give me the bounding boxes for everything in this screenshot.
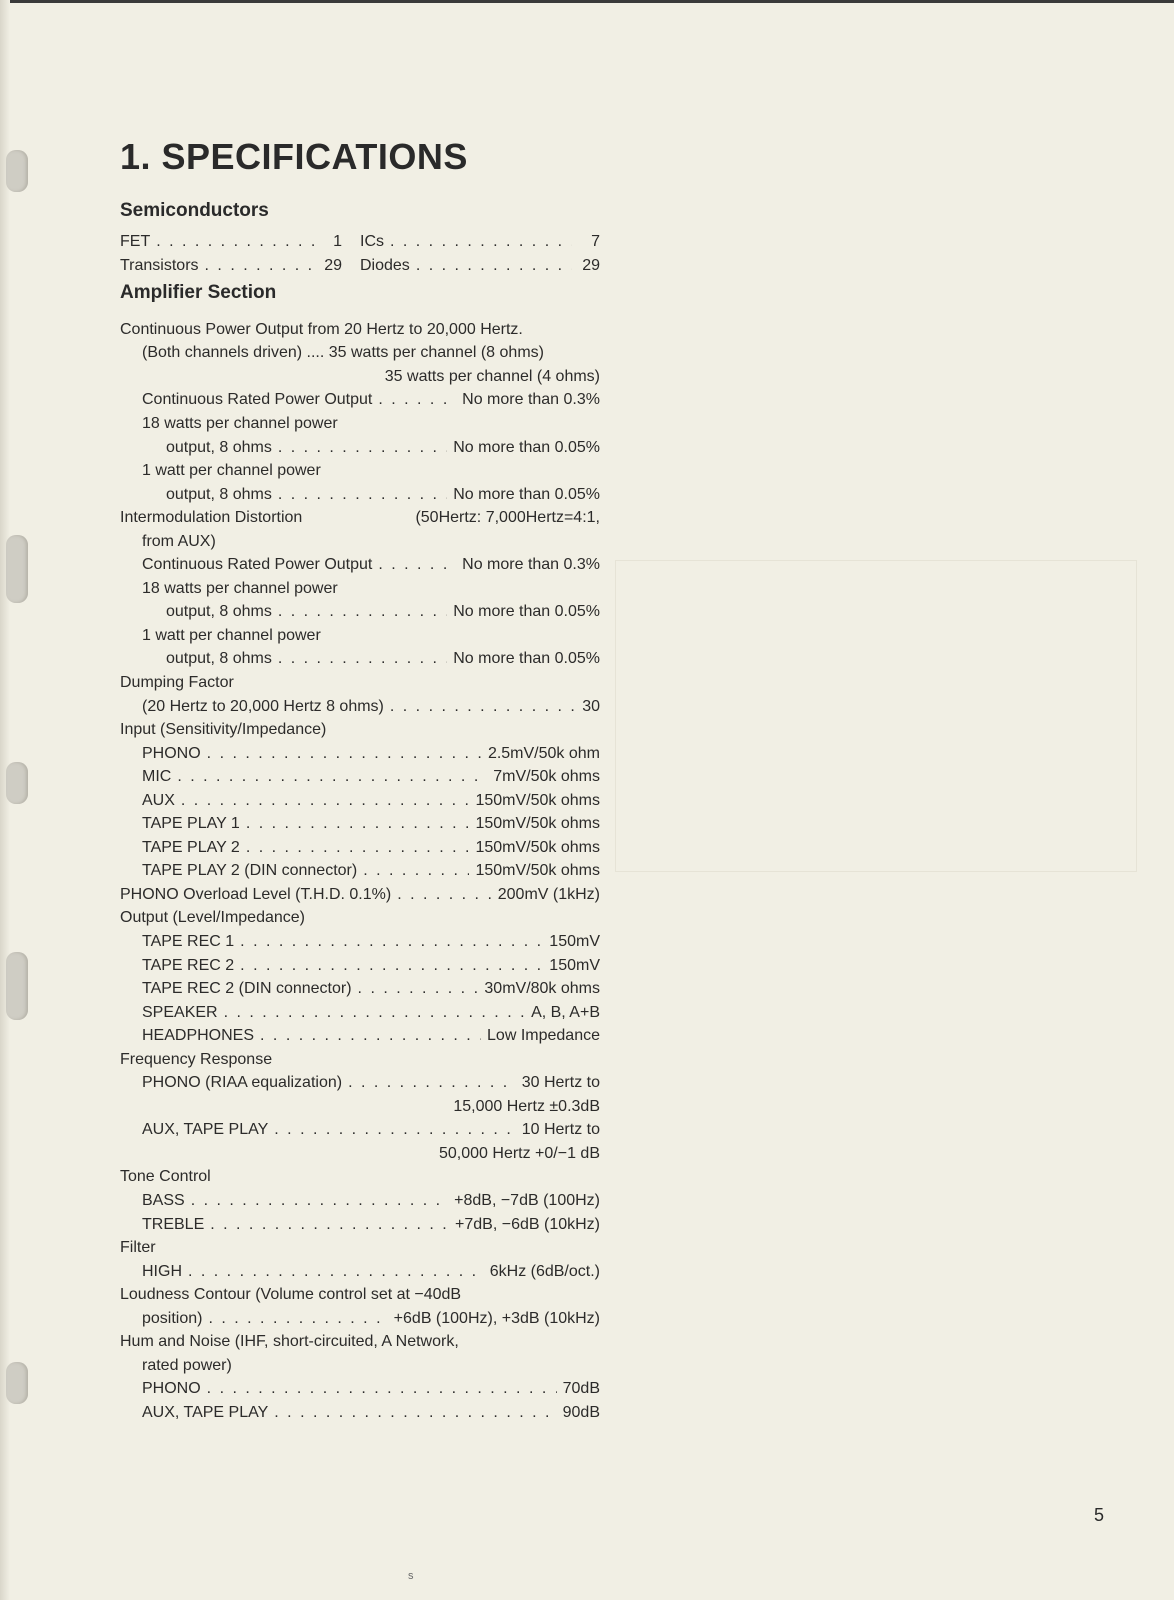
spec-row (120, 1119, 600, 1143)
spec-label: TAPE REC 2 (142, 956, 235, 974)
dot-leader (397, 886, 492, 904)
dot-leader (207, 1380, 557, 1398)
spec-row (120, 553, 600, 577)
spec-text: Tone Control (120, 1168, 211, 1186)
spec-value: No more than 0.05% (453, 650, 600, 668)
dot-leader (224, 1004, 525, 1022)
dot-leader (207, 745, 482, 763)
spec-value: 150mV/50k ohms (475, 862, 600, 880)
spec-line (120, 530, 600, 554)
spec-text: Frequency Response (120, 1050, 273, 1068)
spec-value: 200mV (1kHz) (497, 885, 600, 903)
spec-row (120, 389, 600, 413)
spec-label: TAPE REC 2 (DIN connector) (142, 980, 352, 998)
spec-label: AUX, TAPE PLAY (142, 1121, 269, 1139)
spec-row (120, 860, 600, 884)
spec-value: No more than 0.05% (453, 603, 600, 621)
spec-text: 50,000 Hertz +0/−1 dB (439, 1144, 600, 1162)
spec-row (120, 883, 600, 907)
spec-label: TAPE PLAY 2 (DIN connector) (142, 862, 358, 880)
spec-line (120, 577, 600, 601)
dot-leader (278, 486, 447, 504)
semiconductor-item (120, 257, 360, 275)
dot-leader (208, 1310, 387, 1328)
dot-leader (156, 233, 314, 251)
dot-leader (191, 1192, 448, 1210)
spec-row (120, 836, 600, 860)
semiconductors-heading: Semiconductors (120, 200, 269, 221)
spec-text: rated power) (142, 1356, 232, 1374)
spec-line (120, 1095, 600, 1119)
spec-line (120, 1142, 600, 1166)
spec-value: +7dB, −6dB (10kHz) (455, 1215, 600, 1233)
dot-leader (358, 980, 479, 998)
spec-text: Hum and Noise (IHF, short-circuited, A Network, (120, 1333, 459, 1351)
spec-value: +8dB, −7dB (100Hz) (454, 1192, 600, 1209)
dot-leader (378, 391, 456, 409)
show-through-shadow (615, 560, 1137, 872)
dot-leader (278, 650, 447, 668)
spec-label: HIGH (142, 1262, 182, 1280)
dot-leader (240, 957, 543, 975)
spec-line (120, 1283, 600, 1307)
component-count: 29 (582, 257, 600, 274)
dot-leader (390, 698, 576, 716)
spec-line (120, 718, 600, 742)
bottom-mark: s (408, 1570, 414, 1582)
spec-label: (20 Hertz to 20,000 Hertz 8 ohms) (142, 697, 384, 715)
spec-label: PHONO (142, 744, 201, 762)
semiconductor-item (360, 257, 600, 275)
spec-value: No more than 0.3% (462, 556, 600, 574)
spec-text: from AUX) (142, 532, 216, 550)
dot-leader (181, 792, 470, 810)
dot-leader (416, 257, 572, 275)
spec-value: No more than 0.05% (453, 485, 600, 503)
spec-label: HEADPHONES (142, 1027, 255, 1045)
semiconductor-row (120, 233, 600, 257)
spec-text: Input (Sensitivity/Impedance) (120, 721, 327, 739)
component-label: ICs (360, 233, 384, 250)
spec-value: 2.5mV/50k ohm (487, 744, 600, 762)
component-label: FET (120, 233, 151, 250)
spec-value: 150mV/50k ohms (475, 815, 600, 833)
spec-row (120, 436, 600, 460)
semiconductors-table (120, 233, 600, 281)
spec-value: +6dB (100Hz), +3dB (10kHz) (393, 1309, 600, 1327)
spec-label: Continuous Rated Power Output (142, 556, 373, 574)
spec-label: TAPE PLAY 2 (142, 838, 240, 856)
dot-leader (278, 439, 447, 457)
spec-row (120, 1260, 600, 1284)
component-label: Diodes (360, 257, 410, 274)
spec-row (120, 1213, 600, 1237)
spec-text: Dumping Factor (120, 673, 234, 691)
component-count: 1 (333, 233, 342, 250)
spec-line (120, 506, 600, 530)
spec-label: position) (142, 1309, 203, 1327)
spec-label: PHONO (RIAA equalization) (142, 1074, 343, 1092)
spec-value: 90dB (562, 1403, 600, 1421)
spec-text: 1 watt per channel power (142, 626, 321, 644)
spec-label: output, 8 ohms (166, 485, 272, 503)
spec-value: 30 Hertz to (521, 1074, 600, 1092)
spec-value: 10 Hertz to (521, 1121, 600, 1139)
semiconductor-row (120, 257, 600, 281)
spec-label: PHONO Overload Level (T.H.D. 0.1%) (120, 885, 392, 903)
punch-hole (6, 762, 28, 804)
dot-leader (240, 933, 543, 951)
spec-line (120, 907, 600, 931)
spec-text: 18 watts per channel power (142, 579, 338, 597)
amplifier-heading: Amplifier Section (120, 282, 277, 303)
spec-value: 70dB (562, 1380, 600, 1398)
spec-row (120, 1024, 600, 1048)
spec-label: AUX, TAPE PLAY (142, 1403, 269, 1421)
semiconductor-item (120, 233, 360, 251)
spec-row (120, 954, 600, 978)
spec-value: No more than 0.3% (462, 391, 600, 409)
component-label: Transistors (120, 257, 199, 274)
dot-leader (205, 257, 314, 275)
spec-row (120, 648, 600, 672)
spec-value: 150mV (549, 956, 600, 974)
spec-row (120, 695, 600, 719)
spec-text: 35 watts per channel (4 ohms) (384, 367, 600, 385)
spec-line (120, 671, 600, 695)
spec-row (120, 930, 600, 954)
spec-label: TREBLE (142, 1215, 205, 1233)
spec-label: AUX (142, 791, 175, 809)
dot-leader (378, 556, 456, 574)
spec-line (120, 1354, 600, 1378)
amplifier-spec-list (120, 318, 600, 1425)
dot-leader (246, 815, 470, 833)
spec-row (120, 1001, 600, 1025)
spec-label: PHONO (142, 1380, 201, 1398)
spec-label: Continuous Rated Power Output (142, 391, 373, 409)
spec-value: 150mV/50k ohms (475, 838, 600, 856)
spec-label: output, 8 ohms (166, 438, 272, 456)
dot-leader (278, 603, 447, 621)
spec-row (120, 742, 600, 766)
spec-text: (Both channels driven) .... 35 watts per channel (8 ohms) (142, 344, 544, 362)
spec-line (120, 624, 600, 648)
spec-label: BASS (142, 1192, 185, 1209)
dot-leader (177, 768, 487, 786)
spec-value: Low Impedance (487, 1027, 600, 1045)
spec-label: TAPE PLAY 1 (142, 815, 240, 833)
punch-hole (6, 1362, 28, 1404)
spec-line (120, 412, 600, 436)
spec-line (120, 342, 600, 366)
spec-row (120, 1072, 600, 1096)
spec-label: output, 8 ohms (166, 603, 272, 621)
spec-row (120, 977, 600, 1001)
spec-value: (50Hertz: 7,000Hertz=4:1, (415, 509, 600, 527)
dot-leader (348, 1074, 516, 1092)
spec-label: TAPE REC 1 (142, 932, 235, 950)
spec-line (120, 318, 600, 342)
spec-text: Intermodulation Distortion (120, 509, 303, 527)
spec-row (120, 1189, 600, 1213)
spec-row (120, 765, 600, 789)
dot-leader (274, 1121, 515, 1139)
spec-label: output, 8 ohms (166, 650, 272, 668)
spec-text: Loudness Contour (Volume control set at −40dB (120, 1286, 462, 1304)
spec-row (120, 483, 600, 507)
spec-row (120, 789, 600, 813)
semiconductor-item (360, 233, 600, 251)
spec-line (120, 1331, 600, 1355)
spec-value: 6kHz (6dB/oct.) (489, 1262, 600, 1280)
page-title: 1. SPECIFICATIONS (120, 136, 468, 177)
page-number: 5 (1094, 1505, 1105, 1525)
spec-text: 18 watts per channel power (142, 414, 338, 432)
spec-line (120, 365, 600, 389)
punch-hole (6, 150, 28, 192)
page-top-edge (0, 0, 1174, 3)
dot-leader (363, 862, 469, 880)
spec-text: Filter (120, 1239, 156, 1257)
spec-text: 1 watt per channel power (142, 462, 321, 480)
spec-line (120, 1048, 600, 1072)
spec-text: 15,000 Hertz ±0.3dB (453, 1097, 600, 1115)
spec-label: MIC (142, 768, 172, 786)
spec-value: 7mV/50k ohms (493, 768, 600, 786)
spec-line (120, 459, 600, 483)
spec-line (120, 1166, 600, 1190)
dot-leader (260, 1027, 481, 1045)
punch-hole (6, 952, 28, 1020)
spec-text: Continuous Power Output from 20 Hertz to 20,000 Hertz. (120, 320, 523, 338)
component-count: 29 (324, 257, 342, 274)
spec-line (120, 1236, 600, 1260)
spec-row (120, 1307, 600, 1331)
spec-row (120, 1378, 600, 1402)
spec-value: No more than 0.05% (453, 438, 600, 456)
spec-text: Output (Level/Impedance) (120, 909, 305, 927)
spec-value: 150mV (549, 932, 600, 950)
dot-leader (274, 1404, 556, 1422)
dot-leader (390, 233, 572, 251)
spec-row (120, 1401, 600, 1425)
dot-leader (188, 1263, 484, 1281)
spec-value: 30mV/80k ohms (484, 980, 600, 998)
spec-value: 150mV/50k ohms (475, 791, 600, 809)
component-count: 7 (591, 233, 600, 250)
punch-hole (6, 535, 28, 603)
spec-row (120, 601, 600, 625)
dot-leader (246, 839, 470, 857)
dot-leader (210, 1216, 449, 1234)
spec-value: 30 (582, 697, 600, 715)
spec-label: SPEAKER (142, 1003, 218, 1021)
spec-value: A, B, A+B (531, 1003, 600, 1021)
spec-row (120, 812, 600, 836)
